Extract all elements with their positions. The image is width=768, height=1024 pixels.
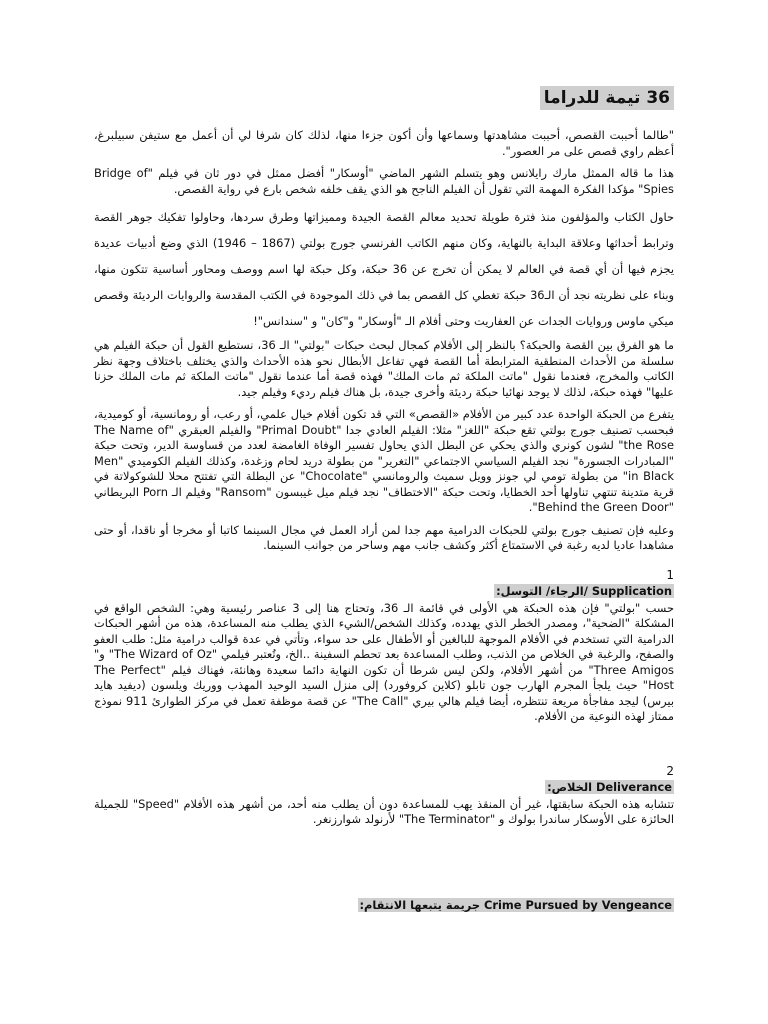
polti-paragraph: حاول الكتاب والمؤلفون منذ فترة طويلة تحديد معالم القصة الجيدة ومميزاتها وطرق سردها، وحاولوا تفكيك جوهر القصة وترابط أحداثها وعلاقة البداية بالنهاية، وكان منهم الكاتب الفرنسي جورج بولتي (1867 – 1946) الذي وضع أدبيات عديدة يجزم فيها أن أي قصة في العالم لا يمكن أن تخرج عن 36 حبكة، وكل حبكة لها اسم ووصف ومحاور أساسية تتكون منها، وبناء على نظريته نجد أن الـ36 حبكة تغطي كل القصص بما في ذلك الموجودة في الكتب المقدسة والروايات الرديئة وقصص ميكي ماوس وروايات الجدات عن العفاريت وحتى أفلام الـ "أوسكار" و"كان" و "سندانس"!	[94, 210, 675, 328]
section-heading: Crime Pursued by Vengeance جريمة يتبعها الانتقام:	[359, 897, 672, 912]
section-heading: Deliverance الخلاص:	[547, 779, 672, 794]
article-body	[94, 128, 674, 917]
examples-paragraph: يتفرع من الحبكة الواحدة عدد كبير من الأفلام «القصص» التي قد تكون أفلام خيال علمي، أو رعب، أو رومانسية، أو كوميدية، فبحسب تصنيف جورج بولتي تقع حبكة "اللغز" مثلا: الفيلم العادي جدا "Primal Doubt" والفيلم العبقري "The Name of the Rose" لشون كونري والذي يحكي عن البطل الذي يحاول تفسير الوفاة الغامضة لعدد من قساوسة الدير، وتحت حبكة "المبادرات الجسورة" نجد الفيلم السياسي الاجتماعي "التغرير" من بطولة دريد لحام وزغدة، وكذلك الفيلم الكوميدي "Men in Black" من بطولة تومي لي جونز وويل سميث والرومانسي "Chocolate" عن البطلة التي تفتتح محلا للشوكولاتة في قرية متدينة تنتهي تناولها أحد الخطايا، وتحت حبكة "الاختطاف" نجد فيلم ميل غيبسون "Ransom" وفيلم الـ Porn البريطاني "Behind the Green Door".	[94, 407, 674, 514]
section-crime-vengeance	[94, 897, 674, 917]
section-text: حسب "بولتي" فإن هذه الحبكة هي الأولى في قائمة الـ 36، وتحتاج هنا إلى 3 عناصر رئيسية وهي: الشخص الواقع في المشكلة "الضحية"، ومصدر الخطر الذي يهدده، وكذلك الشخص/الشيء الذي يطلب منه المساعدة، هذه من أشهر الحبكات الدرامية التي تستخدم في الأفلام الموجهة للبالغين أو الأطفال على حد سواء، وتأتي في عدة قوالب درامية مثل: طلب العفو والصفح، والرغبة في الخلاص من الذنب، وطلب المساعدة بعد تحطم السفينة ..الخ، وتُعتبر فيلمي "The Wizard of Oz" و" Three Amigos" من أشهر الأفلام، ولكن ليس شرطا أن تكون النهاية دائما سعيدة وهانئة، فهناك فيلم "The Perfect Host" حيث يلجأ المجرم الهارب جون تابلو (كلاين كروفورد) إلى منزل السيد الوحيد المهذب ووريك ويلسون (ديفيد هايد بيرس) ليجد مفاجأة مريعة تنتظره، أيضا فيلم هالي بيري "The Call" عن قصة موظفة تعمل في مركز الطوارئ 911 نموذج ممتاز لهذه النوعية من الأفلام.	[94, 600, 674, 723]
plot-vs-story-paragraph: ما هو الفرق بين القصة والحبكة؟ بالنظر إلى الأفلام كمجال لبحث حبكات "بولتي" الـ 36، نستطيع القول أن حبكة الفيلم هي سلسلة من الأحداث المنطقية المترابطة أما القصة فهي تفاعل الأبطال نحو هذه الأحداث والذي يختلف باختلاف وجهة نظر الكاتب والمخرج، فعندما نقول "ماتت الملكة ثم مات الملك" فهذه قصة أما عندما نقول "ماتت الملكة ثم مات الملك حزنا عليها" فهذه حبكة، لذلك لا يوجد نهائيا حبكة رديئة وأخرى جيدة، بل هناك فيلم رديء وفيلم جيد.	[94, 338, 674, 399]
section-number: 1	[666, 567, 674, 582]
conclusion-paragraph: وعليه فإن تصنيف جورج بولتي للحبكات الدرامية مهم جدا لمن أراد العمل في مجال السينما كاتبا أو مخرجا أو ناقدا، أو حتى مشاهدا عاديا لديه رغبة في الاستمتاع أكثر وكشف جانب مهم وساحر من جوانب السينما.	[94, 522, 674, 552]
section-deliverance	[94, 764, 674, 828]
section-supplication	[94, 568, 674, 725]
section-heading: Supplication /الرجاء/ التوسل:	[496, 583, 672, 598]
page-title: 36 تيمة للدراما	[540, 86, 674, 110]
intro-paragraph-2: هذا ما قاله الممثل مارك رايلانس وهو يتسلم الشهر الماضي "أوسكار" أفضل ممثل في دور ثان في فيلم "Bridge of Spies" مؤكدا الفكرة المهمة التي تقول أن الفيلم الناجح هو الذي يقف خلفه شخص بارع في رواية القصص.	[94, 166, 674, 196]
intro-paragraph-1: "طالما أحببت القصص، أحببت مشاهدتها وسماعها وأن أكون جزءا منها، لذلك كان شرفا لي أن أعمل مع ستيفن سبيلبرغ، أعظم راوي قصص على مر العصور".	[94, 128, 674, 158]
section-text: تتشابه هذه الحبكة سابقتها، غير أن المنقذ يهب للمساعدة دون أن يطلب منه أحد، من أشهر هذه الأفلام "Speed" للجميلة الحائزة على الأوسكار ساندرا بولوك و "The Terminator" لأرنولد شوارزنغر.	[94, 796, 675, 826]
section-number: 2	[666, 763, 674, 778]
